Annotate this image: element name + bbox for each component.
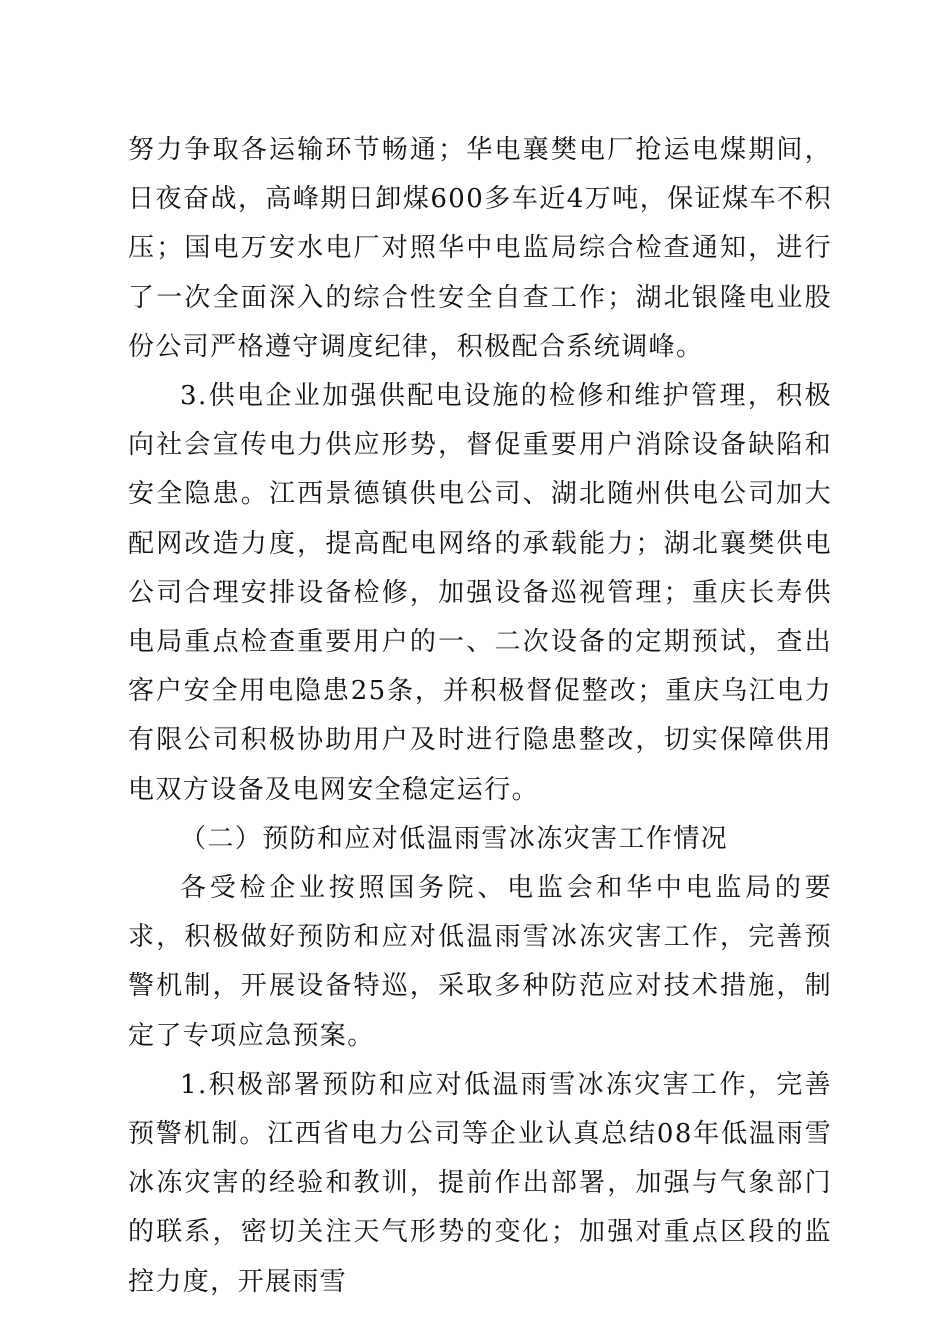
section-heading-disaster-prevention: （二）预防和应对低温雨雪冰冻灾害工作情况 <box>180 823 729 854</box>
document-body <box>128 126 832 1307</box>
paragraph-early-warning: 1.积极部署预防和应对低温雨雪冰冻灾害工作，完善预警机制。江西省电力公司等企业认真总结08年低温雨雪冰冻灾害的经验和教训，提前作出部署，加强与气象部门的联系，密切关注天气形势的变化；加强对重点区段的监控力度，开展雨雪 <box>128 1069 832 1297</box>
paragraph-coal-transport: 努力争取各运输环节畅通；华电襄樊电厂抢运电煤期间，日夜奋战，高峰期日卸煤600多车近4万吨，保证煤车不积压；国电万安水电厂对照华中电监局综合检查通知，进行了一次全面深入的综合性安全自查工作；湖北银隆电业股份公司严格遵守调度纪律，积极配合系统调峰。 <box>128 135 832 362</box>
paragraph-power-supply-maintenance: 3.供电企业加强供配电设施的检修和维护管理，积极向社会宣传电力供应形势，督促重要用户消除设备缺陷和安全隐患。江西景德镇供电公司、湖北随州供电公司加大配网改造力度，提高配电网络的承载能力；湖北襄樊供电公司合理安排设备检修，加强设备巡视管理；重庆长寿供电局重点检查重要用户的一、二次设备的定期预试，查出客户安全用电隐患25条，并积极督促整改；重庆乌江电力有限公司积极协助用户及时进行隐患整改，切实保障供用电双方设备及电网安全稳定运行。 <box>128 381 832 805</box>
paragraph-disaster-prevention-overview: 各受检企业按照国务院、电监会和华中电监局的要求，积极做好预防和应对低温雨雪冰冻灾害工作，完善预警机制，开展设备特巡，采取多种防范应对技术措施，制定了专项应急预案。 <box>128 873 832 1051</box>
